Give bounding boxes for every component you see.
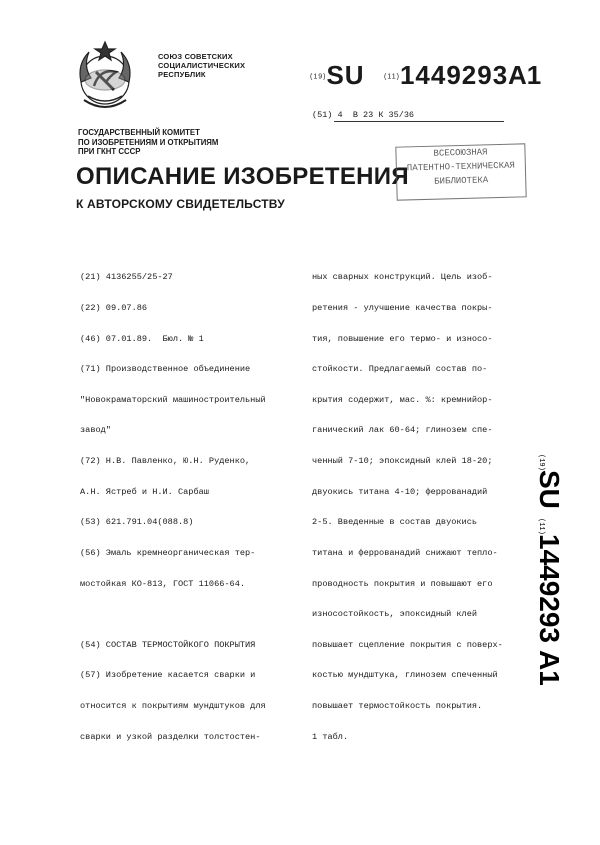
text-line: ганический лак 60-64; глинозем спе-: [312, 425, 493, 436]
text-line: стойкости. Предлагаемый состав по-: [312, 364, 488, 375]
ussr-emblem: [64, 38, 146, 118]
vertical-kind-code: A1: [534, 650, 565, 686]
country-code: [310, 60, 365, 91]
text-line: (56) Эмаль кремнеорганическая тер-: [80, 547, 256, 558]
text-line: [80, 609, 266, 619]
union-line: РЕСПУБЛИК: [158, 70, 206, 79]
vertical-patent-code: [530, 452, 570, 692]
text-line: крытия содержит, мас. %: кремнийор-: [312, 394, 493, 405]
country-prefix: (19): [310, 73, 327, 81]
committee: [78, 128, 218, 157]
patent-number: [384, 60, 508, 91]
text-line: сварки и узкой разделки толстостен-: [80, 731, 261, 742]
vertical-patent-number: 1449293: [534, 534, 565, 644]
union-name: [158, 52, 245, 79]
stamp-line: БИБЛИОТЕКА: [434, 175, 489, 187]
ipc-underline: [334, 121, 504, 122]
text-line: "Новокраматорский машиностроительный: [80, 394, 266, 405]
left-column: [80, 252, 266, 752]
ipc-classification: [312, 110, 414, 120]
kind-code: A1: [508, 60, 542, 90]
document-title: ОПИСАНИЕ ИЗОБРЕТЕНИЯ: [76, 163, 409, 190]
text-line: износостойкость, эпоксидный клей: [312, 609, 478, 620]
text-line: повышает сцепление покрытия с поверх-: [312, 639, 503, 650]
text-line: (57) Изобретение касается сварки и: [80, 670, 256, 681]
text-line: (71) Производственное объединение: [80, 364, 251, 375]
text-line: ретения - улучшение качества покры-: [312, 303, 493, 314]
ipc-code: В 23 К 35/36: [352, 110, 415, 120]
text-line: относится к покрытиям мундштуков для: [80, 700, 266, 711]
text-line: 1 табл.: [312, 731, 349, 742]
committee-line: ПРИ ГКНТ СССР: [78, 147, 141, 156]
document-subtitle: К АВТОРСКОМУ СВИДЕТЕЛЬСТВУ: [76, 197, 285, 211]
union-line: СОЮЗ СОВЕТСКИХ: [158, 52, 233, 61]
patent-number-text: 1449293: [399, 60, 509, 90]
text-line: костью мундштука, глинозем спеченный: [312, 670, 498, 681]
text-line: титана и феррованадий снижают тепло-: [312, 547, 498, 558]
text-line: двуокись титана 4-10; феррованадий: [312, 486, 488, 497]
text-line: (22) 09.07.86: [80, 303, 148, 314]
text-line: А.Н. Ястреб и Н.И. Сарбаш: [80, 486, 209, 497]
country-code-text: SU: [326, 60, 365, 90]
ipc-prefix: (51) 4: [312, 110, 343, 120]
text-line: повышает термостойкость покрытия.: [312, 700, 483, 711]
stamp-line: ВСЕСОЮЗНАЯ: [433, 147, 488, 159]
text-line: тия, повышение его термо- и износо-: [312, 333, 493, 344]
text-line: (21) 4136255/25-27: [80, 272, 173, 283]
text-line: ных сварных конструкций. Цель изоб-: [312, 272, 493, 283]
union-line: СОЦИАЛИСТИЧЕСКИХ: [158, 61, 246, 70]
stamp-line: ПАТЕНТНО-ТЕХНИЧЕСКАЯ: [406, 160, 515, 174]
vertical-prefix-country: (19): [537, 454, 545, 471]
text-line: ченный 7-10; эпоксидный клей 18-20;: [312, 456, 493, 467]
vertical-country-code: SU: [534, 470, 565, 509]
text-line: 2-5. Введенные в состав двуокись: [312, 517, 478, 528]
right-column: [312, 252, 503, 752]
text-line: (46) 07.01.89. Бюл. № 1: [80, 333, 204, 344]
text-line: (53) 621.791.04(088.8): [80, 517, 194, 528]
committee-line: ПО ИЗОБРЕТЕНИЯМ И ОТКРЫТИЯМ: [78, 137, 219, 147]
text-line: (72) Н.В. Павленко, Ю.Н. Руденко,: [80, 456, 251, 467]
number-prefix: (11): [384, 73, 400, 81]
text-line: (54) СОСТАВ ТЕРМОСТОЙКОГО ПОКРЫТИЯ: [80, 639, 256, 650]
library-stamp: [395, 143, 526, 200]
text-line: проводность покрытия и повышают его: [312, 578, 493, 589]
text-line: мостойкая КО-813, ГОСТ 11066-64.: [80, 578, 246, 589]
text-line: завод": [80, 425, 111, 436]
committee-line: ГОСУДАРСТВЕННЫЙ КОМИТЕТ: [78, 128, 200, 137]
vertical-prefix-number: (11): [537, 518, 545, 535]
